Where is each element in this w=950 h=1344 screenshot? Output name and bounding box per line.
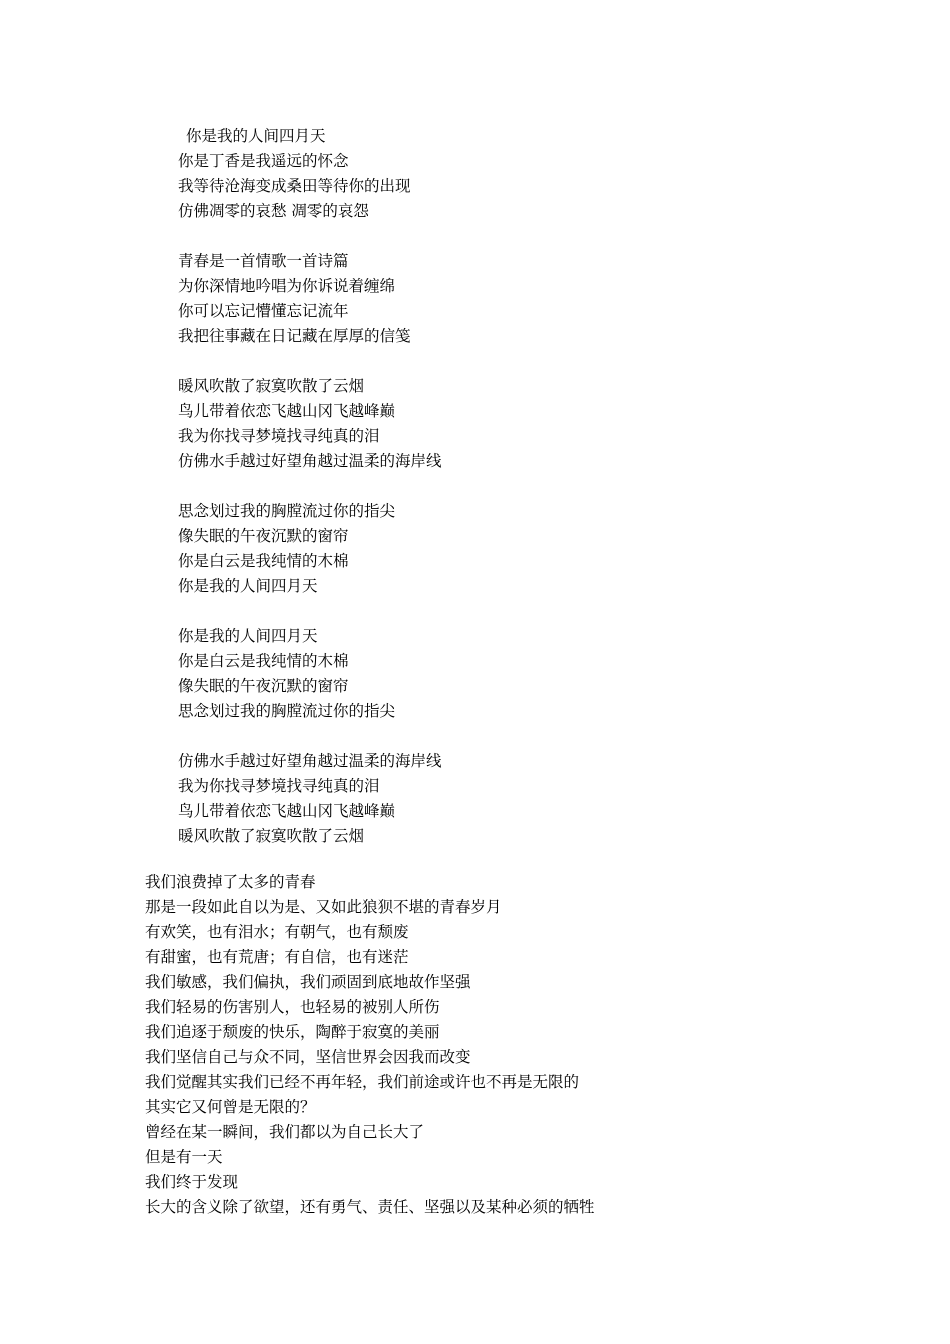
prose-line: 我们觉醒其实我们已经不再年轻，我们前途或许也不再是无限的 bbox=[145, 1073, 580, 1091]
prose-line: 长大的含义除了欲望，还有勇气、责任、坚强以及某种必须的牺牲 bbox=[145, 1198, 595, 1216]
poem-line: 我为你找寻梦境找寻纯真的泪 bbox=[178, 427, 380, 445]
poem-line: 像失眠的午夜沉默的窗帘 bbox=[178, 677, 349, 695]
poem-line: 我把往事藏在日记藏在厚厚的信笺 bbox=[178, 327, 411, 345]
prose-section bbox=[145, 870, 845, 1220]
prose-line: 我们坚信自己与众不同，坚信世界会因我而改变 bbox=[145, 1048, 471, 1066]
prose-line: 我们浪费掉了太多的青春 bbox=[145, 873, 316, 891]
poem-line: 思念划过我的胸膛流过你的指尖 bbox=[178, 502, 396, 520]
poem-line: 像失眠的午夜沉默的窗帘 bbox=[178, 527, 349, 545]
poem-line: 仿佛水手越过好望角越过温柔的海岸线 bbox=[178, 452, 442, 470]
poem-stanza-2 bbox=[178, 249, 778, 349]
poem-line: 仿佛凋零的哀愁 凋零的哀怨 bbox=[178, 202, 369, 220]
prose-line: 有欢笑，也有泪水；有朝气，也有颓废 bbox=[145, 923, 409, 941]
poem-line: 青春是一首情歌一首诗篇 bbox=[178, 252, 349, 270]
poem-line: 为你深情地吟唱为你诉说着缠绵 bbox=[178, 277, 396, 295]
prose-line: 曾经在某一瞬间，我们都以为自己长大了 bbox=[145, 1123, 425, 1141]
prose-line: 我们追逐于颓废的快乐，陶醉于寂寞的美丽 bbox=[145, 1023, 440, 1041]
poem-line: 你是我的人间四月天 bbox=[178, 577, 318, 595]
poem-line: 你可以忘记懵懂忘记流年 bbox=[178, 302, 349, 320]
poem-line: 鸟儿带着依恋飞越山冈飞越峰巅 bbox=[178, 402, 396, 420]
poem bbox=[178, 124, 778, 874]
poem-stanza-4 bbox=[178, 499, 778, 599]
poem-stanza-3 bbox=[178, 374, 778, 474]
prose-line: 我们轻易的伤害别人，也轻易的被别人所伤 bbox=[145, 998, 440, 1016]
poem-line: 思念划过我的胸膛流过你的指尖 bbox=[178, 702, 396, 720]
poem-stanza-1 bbox=[178, 124, 778, 224]
poem-line: 暖风吹散了寂寞吹散了云烟 bbox=[178, 377, 365, 395]
poem-line: 我为你找寻梦境找寻纯真的泪 bbox=[178, 777, 380, 795]
prose-line: 我们终于发现 bbox=[145, 1173, 239, 1191]
poem-line: 我等待沧海变成桑田等待你的出现 bbox=[178, 177, 411, 195]
poem-line: 仿佛水手越过好望角越过温柔的海岸线 bbox=[178, 752, 442, 770]
poem-line: 你是我的人间四月天 bbox=[178, 627, 318, 645]
prose-line: 其实它又何曾是无限的？ bbox=[145, 1098, 316, 1116]
poem-line: 暖风吹散了寂寞吹散了云烟 bbox=[178, 827, 365, 845]
prose-line: 那是一段如此自以为是、又如此狼狈不堪的青春岁月 bbox=[145, 898, 502, 916]
prose-line: 我们敏感，我们偏执，我们顽固到底地故作坚强 bbox=[145, 973, 471, 991]
poem-stanza-6 bbox=[178, 749, 778, 849]
prose-line: 但是有一天 bbox=[145, 1148, 223, 1166]
poem-line: 你是白云是我纯情的木棉 bbox=[178, 652, 349, 670]
poem-stanza-5 bbox=[178, 624, 778, 724]
prose-line: 有甜蜜，也有荒唐；有自信，也有迷茫 bbox=[145, 948, 409, 966]
poem-line: 你是丁香是我遥远的怀念 bbox=[178, 152, 349, 170]
poem-line: 你是我的人间四月天 bbox=[186, 127, 326, 145]
poem-line: 你是白云是我纯情的木棉 bbox=[178, 552, 349, 570]
poem-line: 鸟儿带着依恋飞越山冈飞越峰巅 bbox=[178, 802, 396, 820]
